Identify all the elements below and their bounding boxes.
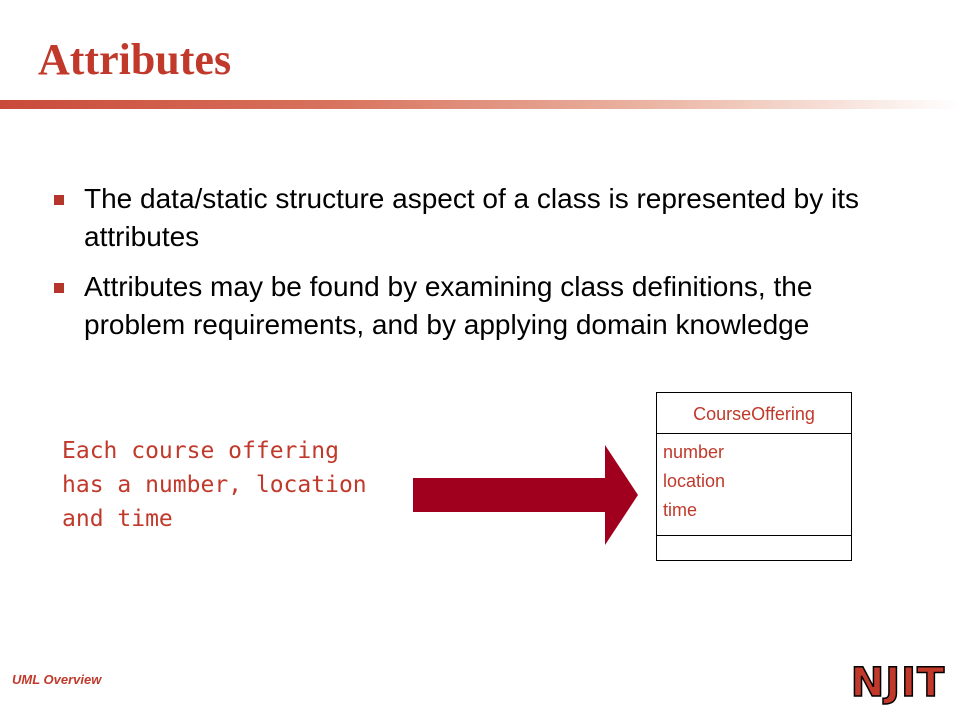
- bullet-item: [48, 180, 908, 256]
- bullet-list: [48, 180, 908, 356]
- caption-line: has a number, location: [62, 472, 367, 498]
- uml-class-name: CourseOffering: [657, 393, 851, 434]
- bullet-item: [48, 268, 908, 344]
- uml-attribute: time: [663, 500, 698, 520]
- right-arrow-icon: [413, 445, 638, 545]
- square-bullet-icon: [54, 283, 64, 293]
- slide-title: Attributes: [38, 35, 232, 84]
- title-divider: [0, 100, 960, 109]
- uml-attribute-compartment: [657, 434, 851, 536]
- square-bullet-icon: [54, 195, 64, 205]
- bullet-text: The data/static structure aspect of a class is represented by its attributes: [84, 183, 860, 252]
- uml-attribute: location: [663, 471, 726, 491]
- caption-line: and time: [62, 506, 173, 532]
- bullet-text: Attributes may be found by examining class definitions, the problem requirements, and by applying domain knowledge: [84, 271, 813, 340]
- example-caption: [62, 434, 402, 536]
- uml-attribute: number: [663, 442, 725, 462]
- njit-logo: [848, 654, 948, 706]
- caption-line: Each course offering: [62, 438, 339, 464]
- svg-text:NJIT: NJIT: [850, 660, 946, 706]
- uml-class-box: [656, 392, 852, 561]
- footer-text: UML Overview: [12, 672, 102, 687]
